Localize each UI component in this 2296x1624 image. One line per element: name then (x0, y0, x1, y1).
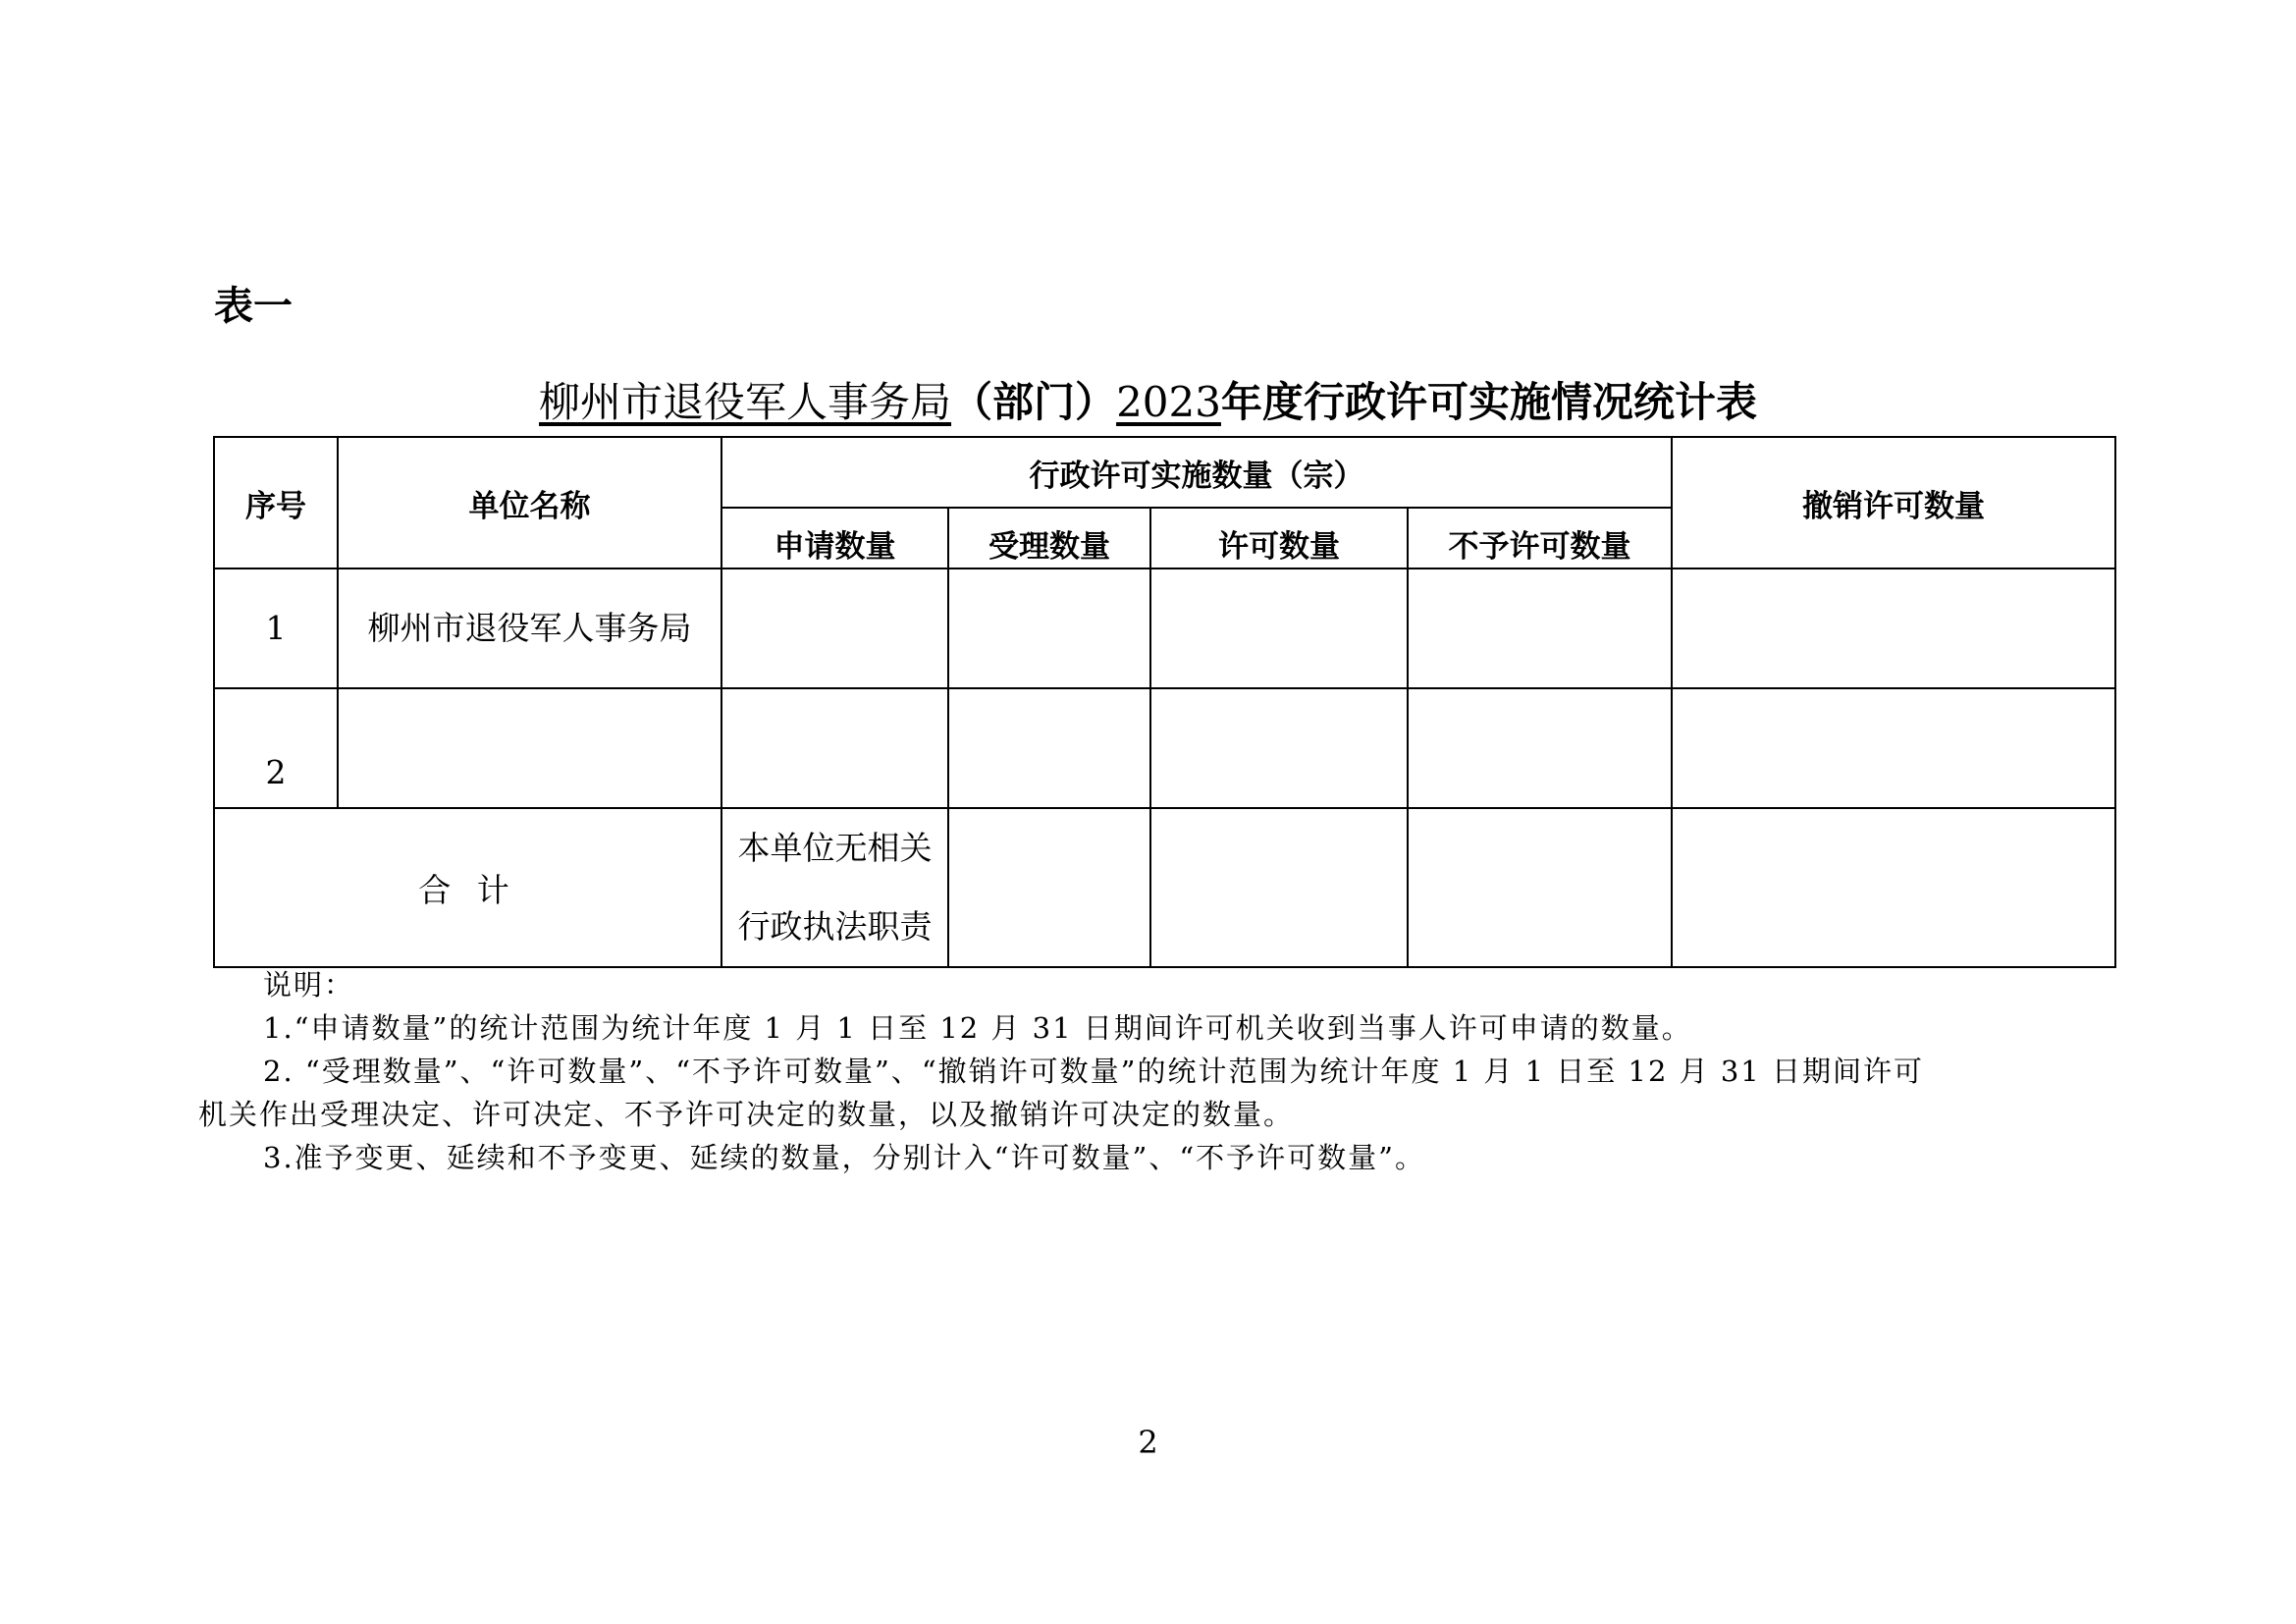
total-note (721, 808, 948, 967)
cell-permit (1150, 568, 1408, 688)
cell-deny (1408, 568, 1672, 688)
total-label: 合 计 (214, 808, 721, 967)
statistics-table (213, 436, 2116, 968)
total-deny (1408, 808, 1672, 967)
total-note-line2: 行政执法职责 (737, 907, 933, 946)
cell-deny (1408, 688, 1672, 808)
header-deny-count: 不予许可数量 (1408, 508, 1672, 568)
note-2-line-1: 2. “受理数量”、“许可数量”、“不予许可数量”、“撤销许可数量”的统计范围为统计年度 1 月 1 日至 12 月 31 日期间许可 (263, 1055, 1924, 1088)
total-permit (1150, 808, 1408, 967)
header-implementation-count: 行政许可实施数量（宗） (721, 437, 1672, 508)
header-apply-count: 申请数量 (721, 508, 948, 568)
title-rest: 年度行政许可实施情况统计表 (1220, 378, 1757, 426)
cell-revoke (1672, 688, 2115, 808)
cell-accept (948, 568, 1150, 688)
total-note-line1: 本单位无相关 (737, 829, 933, 867)
table-row (214, 568, 2115, 688)
cell-accept (948, 688, 1150, 808)
table-row (214, 688, 2115, 808)
header-unit-name: 单位名称 (338, 437, 721, 568)
cell-seq: 2 (214, 688, 338, 808)
document-title (0, 378, 2296, 427)
table-heading: 表一 (214, 284, 293, 329)
header-accept-count: 受理数量 (948, 508, 1150, 568)
cell-seq: 1 (214, 568, 338, 688)
note-2-line-2: 机关作出受理决定、许可决定、不予许可决定的数量，以及撤销许可决定的数量。 (198, 1098, 1295, 1131)
notes-title: 说明： (263, 968, 355, 1001)
note-1: 1.“申请数量”的统计范围为统计年度 1 月 1 日至 12 月 31 日期间许可机关收到当事人许可申请的数量。 (263, 1011, 1692, 1045)
cell-permit (1150, 688, 1408, 808)
cell-apply (721, 688, 948, 808)
title-dept: （部门） (951, 378, 1117, 426)
title-year: 2023 (1116, 378, 1221, 426)
notes-section (198, 963, 2122, 1179)
page-number: 2 (1138, 1424, 1158, 1461)
total-revoke (1672, 808, 2115, 967)
cell-unit-name (338, 688, 721, 808)
cell-unit-name: 柳州市退役军人事务局 (338, 568, 721, 688)
note-3: 3.准予变更、延续和不予变更、延续的数量，分别计入“许可数量”、“不予许可数量”。 (263, 1141, 1425, 1174)
total-row (214, 808, 2115, 967)
header-row-1 (214, 437, 2115, 508)
title-unit: 柳州市退役军人事务局 (539, 378, 952, 426)
header-revoke-count: 撤销许可数量 (1672, 437, 2115, 568)
cell-apply (721, 568, 948, 688)
header-permit-count: 许可数量 (1150, 508, 1408, 568)
total-accept (948, 808, 1150, 967)
cell-revoke (1672, 568, 2115, 688)
header-seq: 序号 (214, 437, 338, 568)
